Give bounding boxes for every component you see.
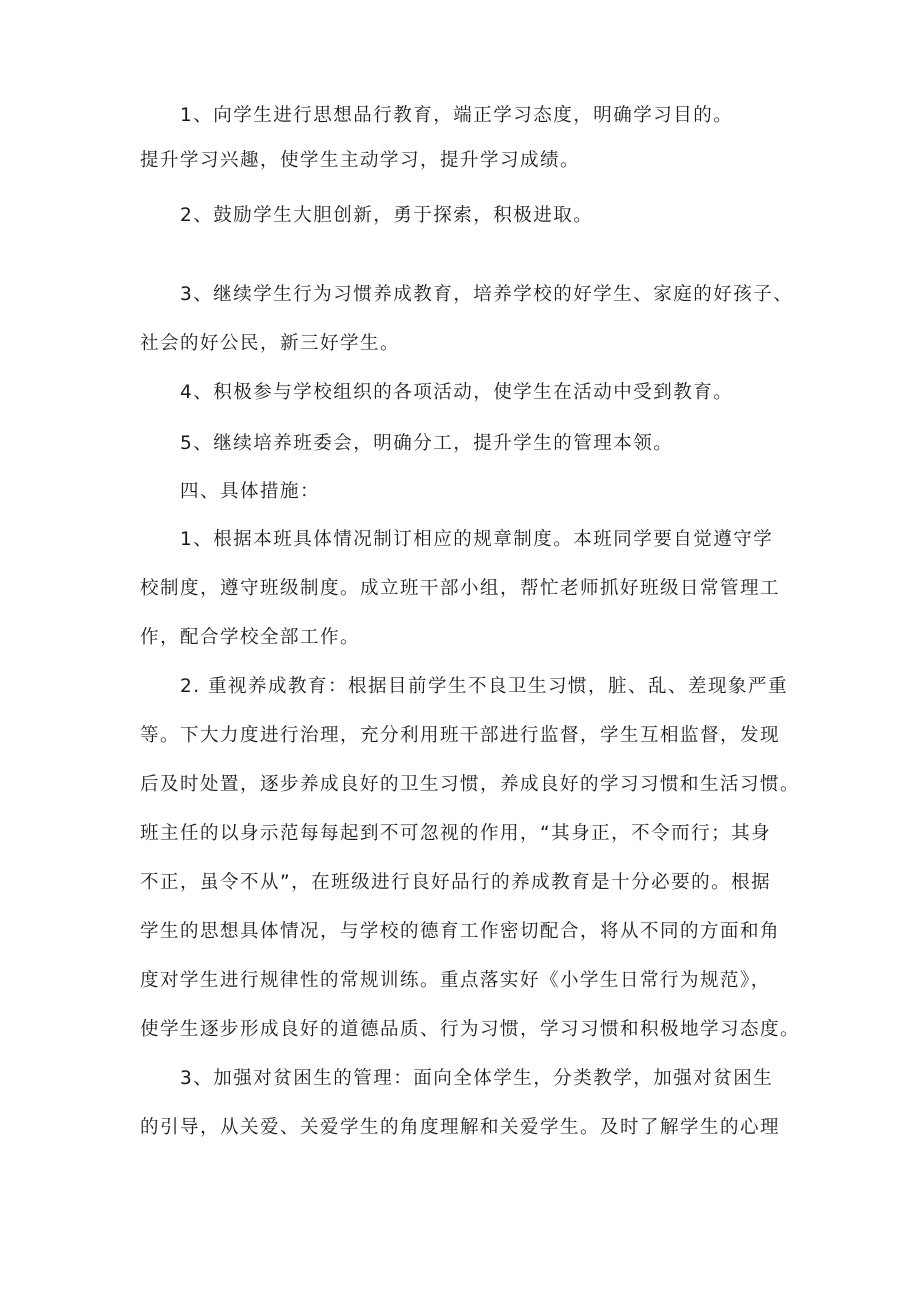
paragraph-line: 的引导，从关爱、关爱学生的角度理解和关爱学生。及时了解学生的心理 [140,1117,781,1138]
paragraph-line: 度对学生进行规律性的常规训练。重点落实好《小学生日常行为规范》， [140,970,771,991]
paragraph-line: 班主任的以身示范每每起到不可忽视的作用，“其身正，不令而行；其身 [140,823,772,844]
paragraph-line: 1、根据本班具体情况制订相应的规章制度。本班同学要自觉遵守学 [180,529,774,550]
paragraph-line: 4、积极参与学校组织的各项活动，使学生在活动中受到教育。 [180,382,734,403]
paragraph-line: 2. 重视养成教育：根据目前学生不良卫生习惯，脏、乱、差现象严重 [180,676,789,697]
paragraph-line: 不正，虽令不从”，在班级进行良好品行的养成教育是十分必要的。根据 [140,872,772,893]
paragraph-line: 1、向学生进行思想品行教育，端正学习态度，明确学习目的。 [180,105,734,126]
paragraph-line: 使学生逐步形成良好的道德品质、行为习惯，学习习惯和积极地学习态度。 [140,1019,801,1040]
paragraph-line: 等。下大力度进行治理，充分利用班干部进行监督，学生互相监督，发现 [140,725,781,746]
paragraph-line: 校制度，遵守班级制度。成立班干部小组，帮忙老师抓好班级日常管理工 [140,578,781,599]
paragraph-line: 社会的好公民，新三好学生。 [140,333,401,354]
paragraph-line: 3、继续学生行为习惯养成教育，培养学校的好学生、家庭的好孩子、 [180,284,794,305]
paragraph-line: 提升学习兴趣，使学生主动学习，提升学习成绩。 [140,150,581,171]
paragraph-line: 2、鼓励学生大胆创新，勇于探索，积极进取。 [180,205,594,226]
section-heading: 四、具体措施： [180,481,321,502]
paragraph-line: 5、继续培养班委会，明确分工，提升学生的管理本领。 [180,433,674,454]
paragraph-line: 学生的思想具体情况，与学校的德育工作密切配合，将从不同的方面和角 [140,921,781,942]
paragraph-line: 后及时处置，逐步养成良好的卫生习惯，养成良好的学习习惯和生活习惯。 [140,774,801,795]
paragraph-line: 3、加强对贫困生的管理：面向全体学生，分类教学，加强对贫困生 [180,1068,774,1089]
paragraph-line: 作，配合学校全部工作。 [140,627,361,648]
